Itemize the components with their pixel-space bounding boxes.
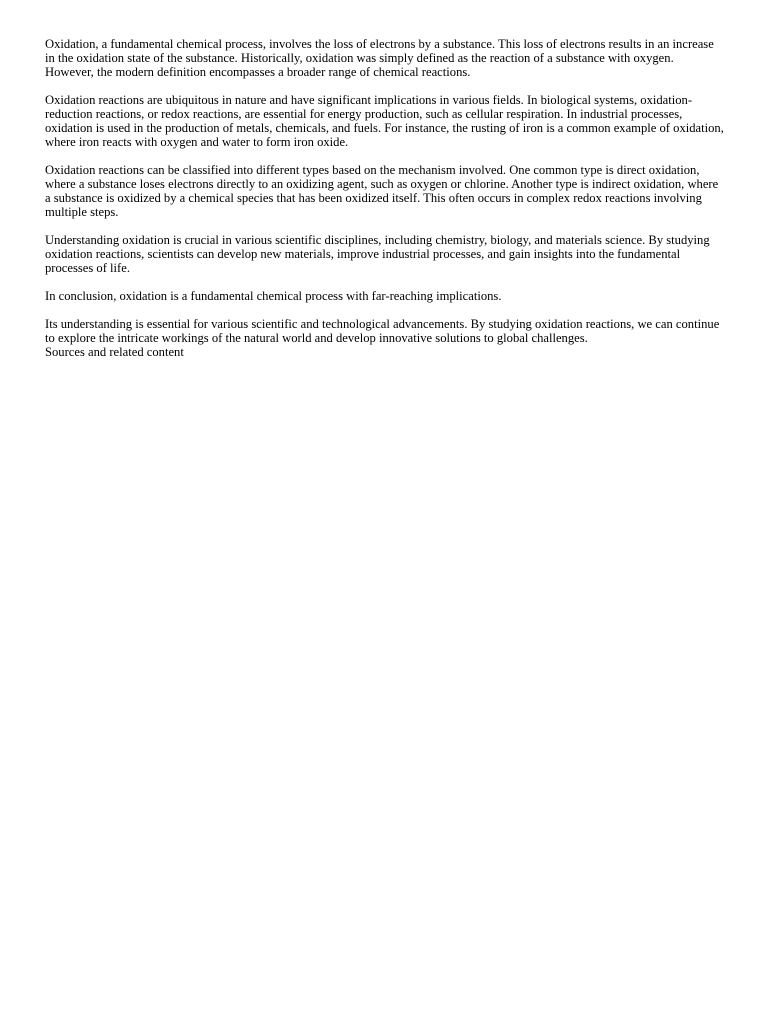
paragraph-understanding: Understanding oxidation is crucial in various scientific disciplines, including chemistry, biology, and materials science. By studying oxidation reactions, scientists can develop new materials, improve industrial processes, and gain insights into the fundamental processes of life. <box>45 233 710 275</box>
paragraph-conclusion: In conclusion, oxidation is a fundamental chemical process with far-reaching implications. <box>45 289 502 303</box>
paragraph-advancements: Its understanding is essential for various scientific and technological advancements. By studying oxidation reactions, we can continue to explore the intricate workings of the natural world and develop innovative solutions to global challenges. <box>45 317 720 345</box>
paragraph-significance: Oxidation reactions are ubiquitous in nature and have significant implications in various fields. In biological systems, oxidation-reduction reactions, or redox reactions, are essential for energy production, such as cellular respiration. In industrial processes, oxidation is used in the production of metals, chemicals, and fuels. For instance, the rusting of iron is a common example of oxidation, where iron reacts with oxygen and water to form iron oxide. <box>45 93 724 149</box>
sources-and-related-content[interactable]: Sources and related content <box>45 345 184 359</box>
paragraph-classification: Oxidation reactions can be classified into different types based on the mechanism involved. One common type is direct oxidation, where a substance loses electrons directly to an oxidizing agent, such as oxygen or chlorine. Another type is indirect oxidation, where a substance is oxidized by a chemical species that has been oxidized itself. This often occurs in complex redox reactions involving multiple steps. <box>45 163 719 219</box>
document-body <box>45 37 725 359</box>
paragraph-definition: Oxidation, a fundamental chemical process, involves the loss of electrons by a substance. This loss of electrons results in an increase in the oxidation state of the substance. Historically, oxidation was simply defined as the reaction of a substance with oxygen. However, the modern definition encompasses a broader range of chemical reactions. <box>45 37 714 79</box>
